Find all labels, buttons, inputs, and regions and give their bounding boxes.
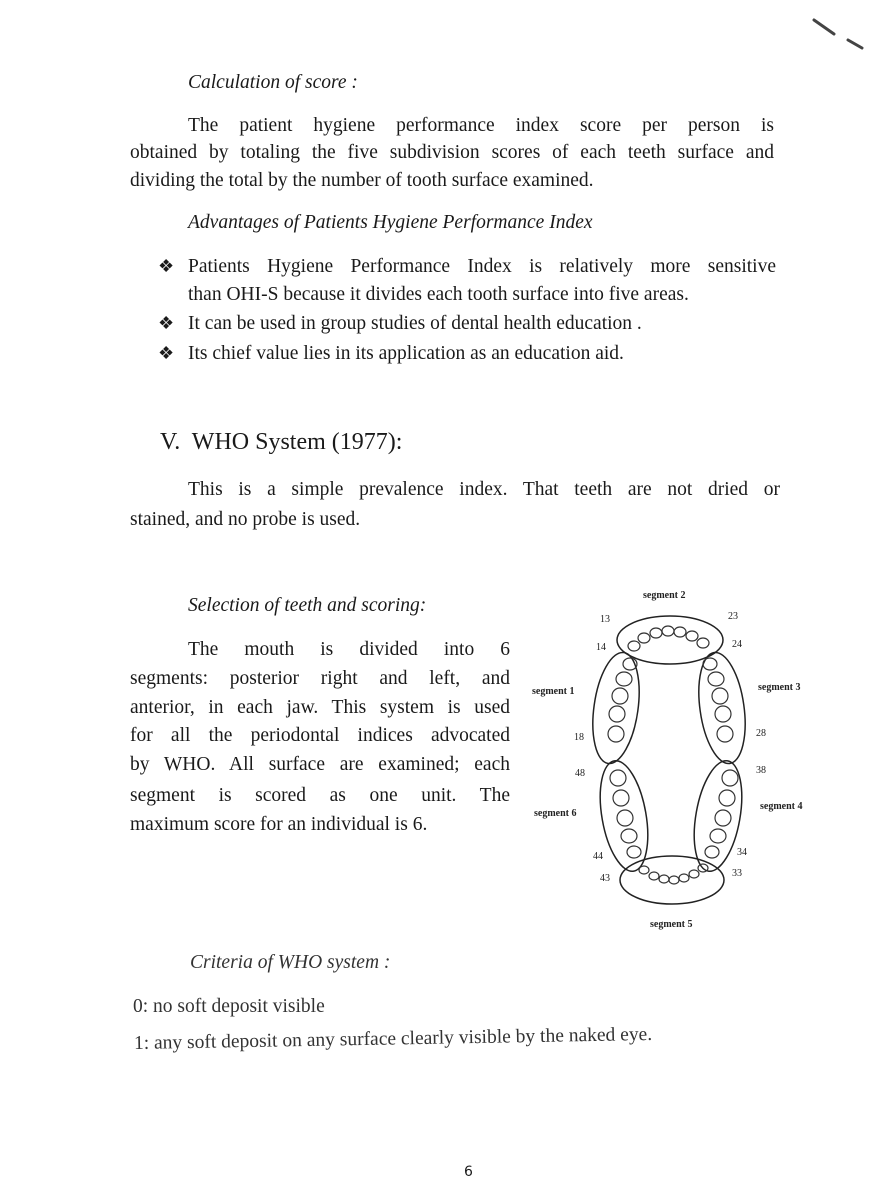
label-segment-3: segment 3 <box>758 682 801 693</box>
selection-line2: segments: posterior right and left, and <box>130 668 510 689</box>
selection-heading: Selection of teeth and scoring: <box>188 595 427 616</box>
tooth-14: 14 <box>596 642 606 653</box>
advantages-heading: Advantages of Patients Hygiene Performance Index <box>188 212 593 233</box>
selection-line1: The mouth is divided into 6 <box>188 639 510 660</box>
bullet-icon: ❖ <box>158 313 175 333</box>
tooth-23: 23 <box>728 611 738 622</box>
label-segment-1: segment 1 <box>532 686 575 697</box>
selection-line5: by WHO. All surface are examined; each <box>130 754 510 775</box>
tooth-18: 18 <box>574 732 584 743</box>
criteria-0: 0: no soft deposit visible <box>133 996 325 1017</box>
scan-mark <box>808 12 868 52</box>
criteria-heading: Criteria of WHO system : <box>190 952 391 973</box>
tooth-24: 24 <box>732 639 742 650</box>
advantage-1-line1: Patients Hygiene Performance Index is relatively more sensitive <box>188 256 776 277</box>
calc-para-line1: The patient hygiene performance index score per person is <box>188 115 774 136</box>
calc-heading: Calculation of score : <box>188 72 358 93</box>
tooth-48: 48 <box>575 768 585 779</box>
label-segment-6: segment 6 <box>534 808 577 819</box>
who-para-line1: This is a simple prevalence index. That teeth are not dried or <box>188 479 780 500</box>
tooth-13: 13 <box>600 614 610 625</box>
who-para-line2: stained, and no probe is used. <box>130 509 361 530</box>
bullet-icon: ❖ <box>158 256 175 276</box>
selection-line7: maximum score for an individual is 6. <box>130 814 428 835</box>
criteria-1: 1: any soft deposit on any surface clearly visible by the naked eye. <box>133 1023 653 1054</box>
tooth-43: 43 <box>600 873 610 884</box>
bullet-icon: ❖ <box>158 343 175 363</box>
tooth-33: 33 <box>732 868 742 879</box>
tooth-38: 38 <box>756 765 766 776</box>
calc-para-line3: dividing the total by the number of tooth surface examined. <box>130 170 594 191</box>
label-segment-4: segment 4 <box>760 801 803 812</box>
label-segment-5: segment 5 <box>650 919 693 930</box>
advantage-1-line2: than OHI-S because it divides each tooth surface into five areas. <box>188 284 689 305</box>
tooth-34: 34 <box>737 847 747 858</box>
advantage-3: Its chief value lies in its application as an education aid. <box>188 343 624 364</box>
tooth-28: 28 <box>756 728 766 739</box>
selection-line4: for all the periodontal indices advocated <box>130 725 510 746</box>
page-number: 6 <box>464 1164 473 1180</box>
selection-line6: segment is scored as one unit. The <box>130 785 510 806</box>
segment-3-outline <box>692 649 751 766</box>
calc-para-line2: obtained by totaling the five subdivision scores of each teeth surface and <box>130 142 774 163</box>
label-segment-2: segment 2 <box>643 590 686 601</box>
dental-segment-diagram <box>520 580 820 940</box>
advantage-2: It can be used in group studies of dental health education . <box>188 313 642 334</box>
segment-5-outline <box>620 856 724 904</box>
selection-line3: anterior, in each jaw. This system is used <box>130 697 510 718</box>
tooth-44: 44 <box>593 851 603 862</box>
who-section-heading: V. WHO System (1977): <box>160 429 403 455</box>
